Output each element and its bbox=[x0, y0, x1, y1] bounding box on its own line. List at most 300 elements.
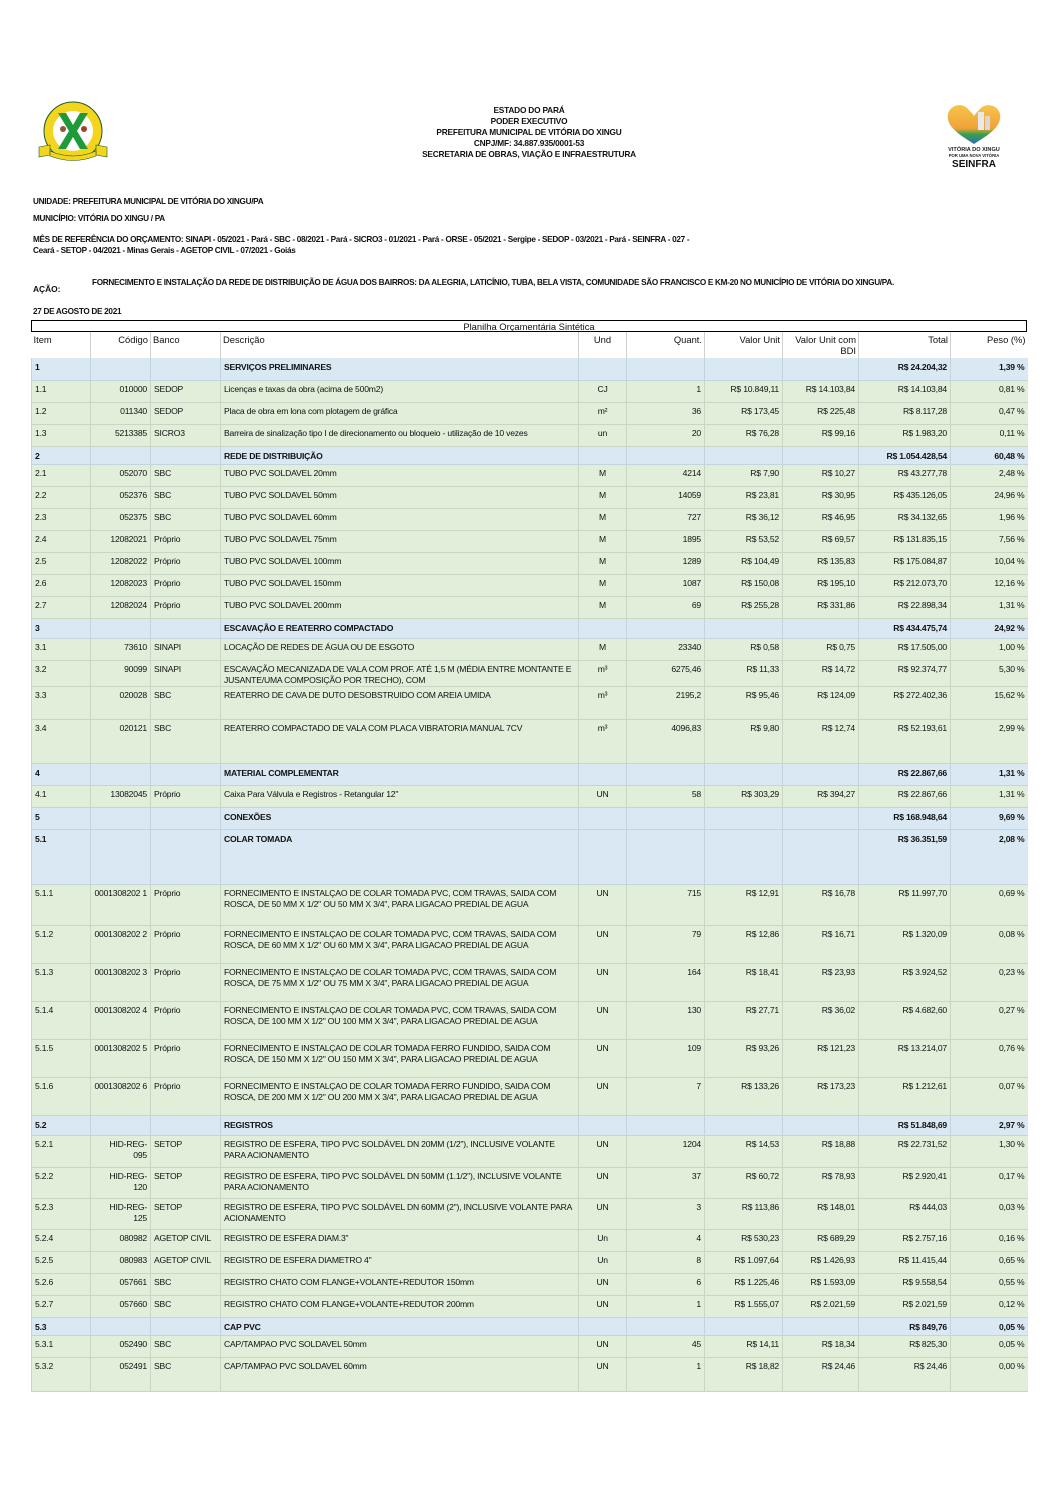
cell-codigo bbox=[91, 1317, 151, 1335]
table-row bbox=[32, 686, 1028, 719]
cell-valor-bdi: R$ 24,46 bbox=[783, 1357, 859, 1391]
col-header-codigo: Código bbox=[91, 332, 151, 358]
cell-valor-bdi: R$ 124,09 bbox=[783, 686, 859, 719]
cell-descricao: REGISTRO DE ESFERA DIAM.3" bbox=[221, 1229, 579, 1251]
cell-peso: 1,31 % bbox=[951, 596, 1028, 618]
cell-descricao: TUBO PVC SOLDAVEL 20mm bbox=[221, 464, 579, 486]
cell-codigo: 080982 bbox=[91, 1229, 151, 1251]
cell-banco: AGETOP CIVIL bbox=[151, 1251, 221, 1273]
cell-banco bbox=[151, 1317, 221, 1335]
reference-month-line-1: MÊS DE REFERÊNCIA DO ORÇAMENTO: SINAPI - 05/2021 - Pará - SBC - 08/2021 - Pará - SICRO3 - 01/2021 - Pará - ORSE - 05/2021 - Sergipe - SEDOP - 03/2021 - Pará - SEINFRA - 027 - bbox=[33, 235, 690, 244]
cell-descricao: LOCAÇÃO DE REDES DE ÁGUA OU DE ESGOTO bbox=[221, 638, 579, 660]
cell-banco: SBC bbox=[151, 1273, 221, 1295]
cell-codigo: 0001308202 2 bbox=[91, 925, 151, 963]
cell-item: 5.2.5 bbox=[32, 1251, 91, 1273]
cell-valor-unit: R$ 133,26 bbox=[705, 1077, 783, 1115]
table-row bbox=[32, 1039, 1028, 1077]
cell-banco: SICRO3 bbox=[151, 424, 221, 446]
cell-valor-bdi: R$ 331,86 bbox=[783, 596, 859, 618]
cell-valor-unit: R$ 27,71 bbox=[705, 1001, 783, 1039]
cell-banco: Próprio bbox=[151, 925, 221, 963]
cell-peso: 2,99 % bbox=[951, 719, 1028, 763]
cell-descricao: FORNECIMENTO E INSTALÇAO DE COLAR TOMADA FERRO FUNDIDO, SAIDA COM ROSCA, DE 200 MM X 1/2" OU 200 MM X 3/4", PARA LIGACAO PREDIAL DE AGUA bbox=[221, 1077, 579, 1115]
cell-valor-bdi: R$ 99,16 bbox=[783, 424, 859, 446]
cell-quant: 4 bbox=[627, 1229, 705, 1251]
budget-spreadsheet bbox=[31, 320, 1027, 1392]
cell-peso: 0,69 % bbox=[951, 884, 1028, 925]
cell-valor-bdi bbox=[783, 1115, 859, 1135]
cell-valor-bdi: R$ 78,93 bbox=[783, 1167, 859, 1198]
cell-valor-unit: R$ 1.225,46 bbox=[705, 1273, 783, 1295]
col-header-valor-unit: Valor Unit bbox=[705, 332, 783, 358]
cell-valor-unit: R$ 93,26 bbox=[705, 1039, 783, 1077]
cell-valor-unit: R$ 9,80 bbox=[705, 719, 783, 763]
cell-codigo: 0001308202 3 bbox=[91, 963, 151, 1001]
cell-valor-unit: R$ 173,45 bbox=[705, 402, 783, 424]
cell-und: m³ bbox=[579, 719, 627, 763]
cell-und: M bbox=[579, 552, 627, 574]
cell-valor-unit: R$ 23,81 bbox=[705, 486, 783, 508]
cell-item: 2.2 bbox=[32, 486, 91, 508]
cell-valor-unit: R$ 150,08 bbox=[705, 574, 783, 596]
table-row bbox=[32, 1251, 1028, 1273]
cell-und: UN bbox=[579, 1357, 627, 1391]
cell-peso: 12,16 % bbox=[951, 574, 1028, 596]
cell-quant bbox=[627, 358, 705, 380]
cell-peso: 0,47 % bbox=[951, 402, 1028, 424]
cell-descricao: TUBO PVC SOLDAVEL 100mm bbox=[221, 552, 579, 574]
cell-banco: Próprio bbox=[151, 574, 221, 596]
table-row bbox=[32, 402, 1028, 424]
cell-total: R$ 1.320,09 bbox=[859, 925, 951, 963]
cell-banco: SBC bbox=[151, 1295, 221, 1317]
cell-item: 5.2.2 bbox=[32, 1167, 91, 1198]
cell-total: R$ 22.867,66 bbox=[859, 785, 951, 807]
cell-quant: 58 bbox=[627, 785, 705, 807]
cell-und: UN bbox=[579, 785, 627, 807]
table-row bbox=[32, 638, 1028, 660]
cell-valor-unit bbox=[705, 829, 783, 884]
cell-valor-bdi bbox=[783, 1317, 859, 1335]
cell-total: R$ 168.948,64 bbox=[859, 807, 951, 829]
cell-item: 3.3 bbox=[32, 686, 91, 719]
cell-banco bbox=[151, 829, 221, 884]
cell-quant bbox=[627, 1115, 705, 1135]
cell-total: R$ 175.084,87 bbox=[859, 552, 951, 574]
cell-und bbox=[579, 763, 627, 785]
cell-peso: 1,00 % bbox=[951, 638, 1028, 660]
cell-quant bbox=[627, 446, 705, 464]
cell-descricao: REGISTRO DE ESFERA, TIPO PVC SOLDÁVEL DN 20MM (1/2"), INCLUSIVE VOLANTE PARA ACIONAMENTO bbox=[221, 1135, 579, 1167]
cell-peso: 0,07 % bbox=[951, 1077, 1028, 1115]
cell-und: UN bbox=[579, 1198, 627, 1229]
cell-codigo bbox=[91, 1115, 151, 1135]
table-group-row bbox=[32, 1317, 1028, 1335]
cell-valor-bdi: R$ 69,57 bbox=[783, 530, 859, 552]
cell-codigo: HID-REG- 120 bbox=[91, 1167, 151, 1198]
cell-total: R$ 43.277,78 bbox=[859, 464, 951, 486]
cell-quant bbox=[627, 829, 705, 884]
cell-descricao: FORNECIMENTO E INSTALÇAO DE COLAR TOMADA FERRO FUNDIDO, SAIDA COM ROSCA, DE 150 MM X 1/2" OU 150 MM X 3/4", PARA LIGACAO PREDIAL DE AGUA bbox=[221, 1039, 579, 1077]
cell-banco bbox=[151, 446, 221, 464]
header-line-secretariat: SECRETARIA DE OBRAS, VIAÇÃO E INFRAESTRUTURA bbox=[422, 149, 636, 159]
cell-total: R$ 212.073,70 bbox=[859, 574, 951, 596]
cell-codigo bbox=[91, 358, 151, 380]
table-group-row bbox=[32, 1115, 1028, 1135]
cell-quant: 1 bbox=[627, 1357, 705, 1391]
cell-item: 1.3 bbox=[32, 424, 91, 446]
cell-total: R$ 51.848,69 bbox=[859, 1115, 951, 1135]
cell-banco bbox=[151, 618, 221, 638]
cell-und: M bbox=[579, 486, 627, 508]
cell-peso: 1,30 % bbox=[951, 1135, 1028, 1167]
table-row bbox=[32, 1167, 1028, 1198]
cell-quant: 1 bbox=[627, 1295, 705, 1317]
cell-valor-unit: R$ 12,86 bbox=[705, 925, 783, 963]
cell-item: 5.1.3 bbox=[32, 963, 91, 1001]
table-group-row bbox=[32, 829, 1028, 884]
table-body bbox=[32, 358, 1028, 1391]
cell-und bbox=[579, 1115, 627, 1135]
cell-valor-bdi: R$ 121,23 bbox=[783, 1039, 859, 1077]
cell-item: 5.2.7 bbox=[32, 1295, 91, 1317]
table-row bbox=[32, 424, 1028, 446]
table-row bbox=[32, 1135, 1028, 1167]
cell-total: R$ 24.204,32 bbox=[859, 358, 951, 380]
cell-valor-unit: R$ 95,46 bbox=[705, 686, 783, 719]
cell-peso: 15,62 % bbox=[951, 686, 1028, 719]
cell-und: M bbox=[579, 596, 627, 618]
cell-und: Un bbox=[579, 1229, 627, 1251]
cell-codigo: 12082022 bbox=[91, 552, 151, 574]
cell-valor-bdi: R$ 18,88 bbox=[783, 1135, 859, 1167]
cell-quant: 2195,2 bbox=[627, 686, 705, 719]
table-row bbox=[32, 530, 1028, 552]
cell-valor-unit: R$ 18,82 bbox=[705, 1357, 783, 1391]
table-group-row bbox=[32, 807, 1028, 829]
cell-total: R$ 1.983,20 bbox=[859, 424, 951, 446]
cell-item: 5.3.2 bbox=[32, 1357, 91, 1391]
cell-und: M bbox=[579, 464, 627, 486]
cell-peso: 0,00 % bbox=[951, 1357, 1028, 1391]
document-date: 27 DE AGOSTO DE 2021 bbox=[33, 307, 122, 316]
cell-banco: Próprio bbox=[151, 552, 221, 574]
cell-total: R$ 435.126,05 bbox=[859, 486, 951, 508]
cell-valor-bdi: R$ 14,72 bbox=[783, 660, 859, 686]
cell-quant bbox=[627, 807, 705, 829]
cell-valor-bdi bbox=[783, 358, 859, 380]
cell-valor-bdi: R$ 10,27 bbox=[783, 464, 859, 486]
cell-total: R$ 825,30 bbox=[859, 1335, 951, 1357]
cell-total: R$ 17.505,00 bbox=[859, 638, 951, 660]
cell-und: UN bbox=[579, 1295, 627, 1317]
cell-codigo: 052375 bbox=[91, 508, 151, 530]
cell-quant: 23340 bbox=[627, 638, 705, 660]
cell-descricao: REATERRO DE CAVA DE DUTO DESOBSTRUIDO COM AREIA UMIDA bbox=[221, 686, 579, 719]
cell-valor-bdi: R$ 14.103,84 bbox=[783, 380, 859, 402]
cell-valor-bdi: R$ 0,75 bbox=[783, 638, 859, 660]
cell-valor-unit: R$ 530,23 bbox=[705, 1229, 783, 1251]
cell-descricao: TUBO PVC SOLDAVEL 150mm bbox=[221, 574, 579, 596]
cell-descricao: MATERIAL COMPLEMENTAR bbox=[221, 763, 579, 785]
cell-und: UN bbox=[579, 1077, 627, 1115]
cell-banco: Próprio bbox=[151, 1001, 221, 1039]
table-row bbox=[32, 660, 1028, 686]
cell-quant: 6 bbox=[627, 1273, 705, 1295]
cell-descricao: TUBO PVC SOLDAVEL 75mm bbox=[221, 530, 579, 552]
cell-descricao: FORNECIMENTO E INSTALÇAO DE COLAR TOMADA PVC, COM TRAVAS, SAIDA COM ROSCA, DE 60 MM X 1/2" OU 60 MM X 3/4", PARA LIGACAO PREDIAL DE AGUA bbox=[221, 925, 579, 963]
cell-peso: 5,30 % bbox=[951, 660, 1028, 686]
cell-peso: 24,92 % bbox=[951, 618, 1028, 638]
cell-item: 2 bbox=[32, 446, 91, 464]
cell-descricao: REDE DE DISTRIBUIÇÃO bbox=[221, 446, 579, 464]
table-row bbox=[32, 486, 1028, 508]
table-row bbox=[32, 1229, 1028, 1251]
cell-quant: 130 bbox=[627, 1001, 705, 1039]
cell-item: 5.2.6 bbox=[32, 1273, 91, 1295]
cell-peso: 0,17 % bbox=[951, 1167, 1028, 1198]
svg-text:SEINFRA: SEINFRA bbox=[952, 159, 996, 170]
cell-valor-unit: R$ 76,28 bbox=[705, 424, 783, 446]
cell-codigo: 052376 bbox=[91, 486, 151, 508]
table-row bbox=[32, 464, 1028, 486]
cell-valor-bdi: R$ 16,78 bbox=[783, 884, 859, 925]
table-row bbox=[32, 1357, 1028, 1391]
cell-und: UN bbox=[579, 1335, 627, 1357]
unidade-line: UNIDADE: PREFEITURA MUNICIPAL DE VITÓRIA DO XINGU/PA bbox=[33, 197, 264, 206]
cell-descricao: TUBO PVC SOLDAVEL 60mm bbox=[221, 508, 579, 530]
cell-banco: SINAPI bbox=[151, 638, 221, 660]
cell-codigo: 052491 bbox=[91, 1357, 151, 1391]
cell-valor-bdi bbox=[783, 763, 859, 785]
table-row bbox=[32, 884, 1028, 925]
cell-codigo: 0001308202 5 bbox=[91, 1039, 151, 1077]
cell-valor-unit bbox=[705, 763, 783, 785]
cell-und: m³ bbox=[579, 660, 627, 686]
cell-codigo: 0001308202 1 bbox=[91, 884, 151, 925]
cell-codigo: 011340 bbox=[91, 402, 151, 424]
cell-descricao: REGISTROS bbox=[221, 1115, 579, 1135]
cell-item: 5 bbox=[32, 807, 91, 829]
cell-und: UN bbox=[579, 884, 627, 925]
cell-valor-bdi: R$ 23,93 bbox=[783, 963, 859, 1001]
cell-peso: 0,55 % bbox=[951, 1273, 1028, 1295]
cell-valor-bdi: R$ 2.021,59 bbox=[783, 1295, 859, 1317]
reference-month-line bbox=[33, 234, 1033, 256]
cell-codigo: 080983 bbox=[91, 1251, 151, 1273]
cell-item: 5.2.1 bbox=[32, 1135, 91, 1167]
cell-banco: SETOP bbox=[151, 1135, 221, 1167]
cell-valor-unit: R$ 1.097,64 bbox=[705, 1251, 783, 1273]
cell-codigo: 12082021 bbox=[91, 530, 151, 552]
cell-und: UN bbox=[579, 925, 627, 963]
col-header-und: Und bbox=[579, 332, 627, 358]
table-group-row bbox=[32, 763, 1028, 785]
cell-und: UN bbox=[579, 1167, 627, 1198]
cell-banco: SETOP bbox=[151, 1198, 221, 1229]
cell-valor-unit bbox=[705, 618, 783, 638]
cell-descricao: ESCAVAÇÃO E REATERRO COMPACTADO bbox=[221, 618, 579, 638]
cell-banco: Próprio bbox=[151, 785, 221, 807]
cell-total: R$ 11.415,44 bbox=[859, 1251, 951, 1273]
cell-peso: 2,08 % bbox=[951, 829, 1028, 884]
table-row bbox=[32, 596, 1028, 618]
cell-quant: 6275,46 bbox=[627, 660, 705, 686]
cell-peso: 0,23 % bbox=[951, 963, 1028, 1001]
cell-banco: SBC bbox=[151, 486, 221, 508]
cell-valor-bdi bbox=[783, 618, 859, 638]
cell-und: M bbox=[579, 574, 627, 596]
cell-peso: 0,12 % bbox=[951, 1295, 1028, 1317]
cell-peso: 9,69 % bbox=[951, 807, 1028, 829]
cell-descricao: FORNECIMENTO E INSTALÇAO DE COLAR TOMADA PVC, COM TRAVAS, SAIDA COM ROSCA, DE 100 MM X 1/2" OU 100 MM X 3/4", PARA LIGACAO PREDIAL DE AGUA bbox=[221, 1001, 579, 1039]
cell-codigo: 020028 bbox=[91, 686, 151, 719]
cell-banco: Próprio bbox=[151, 884, 221, 925]
cell-und: un bbox=[579, 424, 627, 446]
svg-text:VITÓRIA DO XINGU: VITÓRIA DO XINGU bbox=[948, 147, 1000, 153]
cell-peso: 0,11 % bbox=[951, 424, 1028, 446]
cell-und: UN bbox=[579, 1039, 627, 1077]
cell-quant: 4214 bbox=[627, 464, 705, 486]
cell-valor-bdi: R$ 30,95 bbox=[783, 486, 859, 508]
cell-peso: 1,39 % bbox=[951, 358, 1028, 380]
cell-descricao: SERVIÇOS PRELIMINARES bbox=[221, 358, 579, 380]
cell-item: 5.1.2 bbox=[32, 925, 91, 963]
header-line-prefecture: PREFEITURA MUNICIPAL DE VITÓRIA DO XINGU bbox=[436, 127, 622, 137]
cell-und: M bbox=[579, 508, 627, 530]
cell-quant: 36 bbox=[627, 402, 705, 424]
cell-peso: 0,05 % bbox=[951, 1317, 1028, 1335]
cell-quant: 1087 bbox=[627, 574, 705, 596]
cell-codigo: 73610 bbox=[91, 638, 151, 660]
col-header-item: Item bbox=[33, 334, 52, 345]
cell-und: UN bbox=[579, 1273, 627, 1295]
cell-codigo: 057660 bbox=[91, 1295, 151, 1317]
cell-descricao: Caixa Para Válvula e Registros - Retangular 12" bbox=[221, 785, 579, 807]
cell-banco: SBC bbox=[151, 686, 221, 719]
col-header-banco: Banco bbox=[151, 332, 221, 358]
cell-valor-unit: R$ 303,29 bbox=[705, 785, 783, 807]
cell-peso: 0,05 % bbox=[951, 1335, 1028, 1357]
cell-item: 2.5 bbox=[32, 552, 91, 574]
cell-codigo: HID-REG- 095 bbox=[91, 1135, 151, 1167]
cell-peso: 0,27 % bbox=[951, 1001, 1028, 1039]
col-header-descricao: Descrição bbox=[221, 332, 579, 358]
cell-peso: 0,65 % bbox=[951, 1251, 1028, 1273]
acao-label: AÇÃO: bbox=[33, 284, 61, 294]
cell-quant: 20 bbox=[627, 424, 705, 446]
cell-quant: 79 bbox=[627, 925, 705, 963]
cell-total: R$ 13.214,07 bbox=[859, 1039, 951, 1077]
cell-banco: AGETOP CIVIL bbox=[151, 1229, 221, 1251]
cell-item: 4.1 bbox=[32, 785, 91, 807]
table-row bbox=[32, 719, 1028, 763]
cell-quant: 7 bbox=[627, 1077, 705, 1115]
cell-item: 3.1 bbox=[32, 638, 91, 660]
table-group-row bbox=[32, 618, 1028, 638]
cell-descricao: COLAR TOMADA bbox=[221, 829, 579, 884]
budget-table bbox=[31, 332, 1028, 1392]
table-row bbox=[32, 1198, 1028, 1229]
cell-valor-unit: R$ 18,41 bbox=[705, 963, 783, 1001]
cell-codigo: 052070 bbox=[91, 464, 151, 486]
acao-description: FORNECIMENTO E INSTALAÇÃO DA REDE DE DISTRIBUIÇÃO DE ÁGUA DOS BAIRROS: DA ALEGRIA, LATICÍNIO, TUBA, BELA VISTA, COMUNIDADE SÃO FRANCISCO E KM-20 NO MUNICÍPIO DE VITÓRIA DO XINGU/PA. bbox=[92, 278, 894, 287]
cell-item: 3 bbox=[32, 618, 91, 638]
cell-banco: SEDOP bbox=[151, 380, 221, 402]
cell-valor-bdi bbox=[783, 446, 859, 464]
cell-codigo: 020121 bbox=[91, 719, 151, 763]
cell-quant: 14059 bbox=[627, 486, 705, 508]
cell-descricao: CAP PVC bbox=[221, 1317, 579, 1335]
table-group-row bbox=[32, 358, 1028, 380]
cell-peso: 1,31 % bbox=[951, 763, 1028, 785]
cell-banco bbox=[151, 807, 221, 829]
cell-total: R$ 8.117,28 bbox=[859, 402, 951, 424]
cell-item: 2.4 bbox=[32, 530, 91, 552]
document-header bbox=[329, 105, 729, 160]
cell-banco bbox=[151, 1115, 221, 1135]
cell-valor-unit: R$ 12,91 bbox=[705, 884, 783, 925]
cell-peso: 2,97 % bbox=[951, 1115, 1028, 1135]
cell-valor-bdi: R$ 225,48 bbox=[783, 402, 859, 424]
cell-valor-bdi: R$ 46,95 bbox=[783, 508, 859, 530]
cell-banco: SBC bbox=[151, 1357, 221, 1391]
cell-item: 1.2 bbox=[32, 402, 91, 424]
cell-item: 4 bbox=[32, 763, 91, 785]
cell-valor-unit: R$ 104,49 bbox=[705, 552, 783, 574]
cell-quant: 1204 bbox=[627, 1135, 705, 1167]
cell-quant: 1 bbox=[627, 380, 705, 402]
cell-peso: 2,48 % bbox=[951, 464, 1028, 486]
cell-und: M bbox=[579, 530, 627, 552]
cell-total: R$ 131.835,15 bbox=[859, 530, 951, 552]
table-row bbox=[32, 1077, 1028, 1115]
cell-valor-unit: R$ 10.849,11 bbox=[705, 380, 783, 402]
cell-quant: 1895 bbox=[627, 530, 705, 552]
cell-quant: 727 bbox=[627, 508, 705, 530]
cell-peso: 24,96 % bbox=[951, 486, 1028, 508]
cell-valor-bdi: R$ 195,10 bbox=[783, 574, 859, 596]
table-row bbox=[32, 785, 1028, 807]
cell-descricao: REATERRO COMPACTADO DE VALA COM PLACA VIBRATORIA MANUAL 7CV bbox=[221, 719, 579, 763]
cell-quant: 37 bbox=[627, 1167, 705, 1198]
cell-descricao: Licenças e taxas da obra (acima de 500m2) bbox=[221, 380, 579, 402]
cell-valor-unit: R$ 1.555,07 bbox=[705, 1295, 783, 1317]
cell-und: M bbox=[579, 638, 627, 660]
cell-und: UN bbox=[579, 963, 627, 1001]
cell-descricao: REGISTRO DE ESFERA, TIPO PVC SOLDÁVEL DN 60MM (2"), INCLUSIVE VOLANTE PARA ACIONAMENTO bbox=[221, 1198, 579, 1229]
cell-quant: 45 bbox=[627, 1335, 705, 1357]
cell-valor-bdi: R$ 36,02 bbox=[783, 1001, 859, 1039]
table-row bbox=[32, 508, 1028, 530]
cell-peso: 1,96 % bbox=[951, 508, 1028, 530]
cell-valor-unit: R$ 60,72 bbox=[705, 1167, 783, 1198]
cell-banco: Próprio bbox=[151, 1077, 221, 1115]
cell-quant: 1289 bbox=[627, 552, 705, 574]
municipio-line: MUNICÍPIO: VITÓRIA DO XINGU / PA bbox=[33, 214, 165, 223]
cell-banco: SBC bbox=[151, 464, 221, 486]
cell-total: R$ 92.374,77 bbox=[859, 660, 951, 686]
cell-item: 5.1.4 bbox=[32, 1001, 91, 1039]
cell-quant: 109 bbox=[627, 1039, 705, 1077]
cell-valor-bdi: R$ 689,29 bbox=[783, 1229, 859, 1251]
cell-und: Un bbox=[579, 1251, 627, 1273]
cell-item: 5.3 bbox=[32, 1317, 91, 1335]
cell-total: R$ 24,46 bbox=[859, 1357, 951, 1391]
cell-und: UN bbox=[579, 1001, 627, 1039]
cell-total: R$ 3.924,52 bbox=[859, 963, 951, 1001]
cell-peso: 1,31 % bbox=[951, 785, 1028, 807]
